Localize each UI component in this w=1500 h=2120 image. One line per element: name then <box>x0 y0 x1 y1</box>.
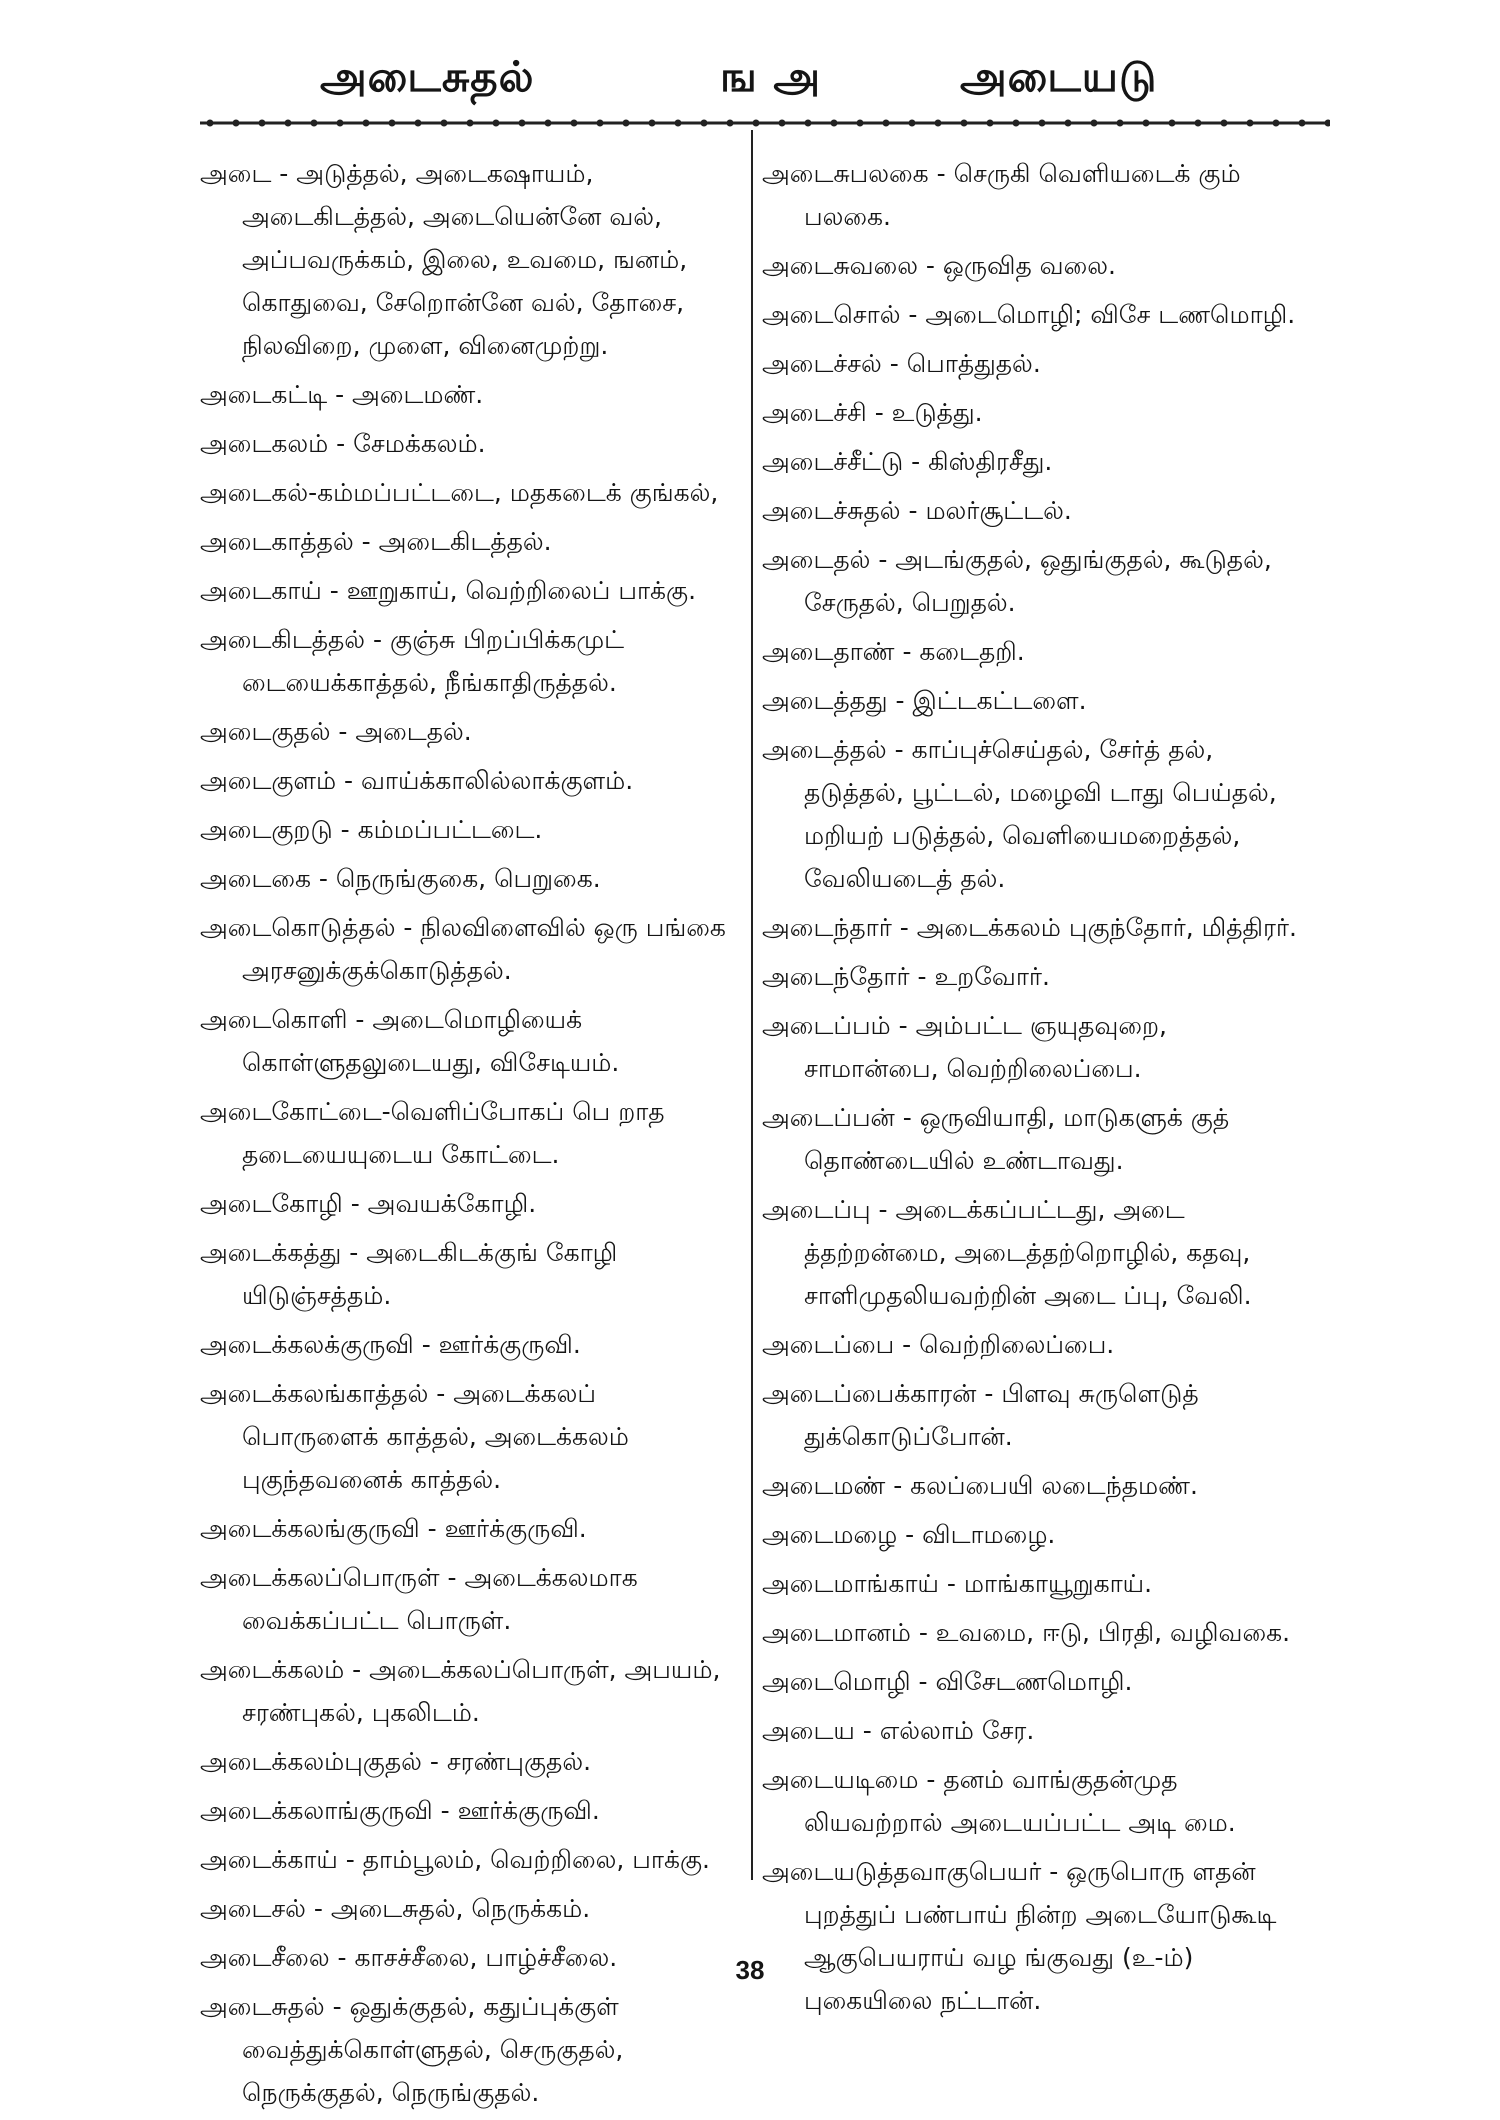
dictionary-entry: அடைக்கலம்புகுதல் - சரண்புகுதல். <box>200 1747 592 1776</box>
dictionary-entry: அடைத்தல் - காப்புச்செய்தல், சேர்த் தல், தடுத்தல், பூட்டல், மழைவி டாது பெய்தல், மறியற் படுத்தல், வெளியைமறைத்தல், வேலியடைத் தல். <box>762 735 1277 893</box>
dictionary-entry: அடைசுபலகை - செருகி வெளியடைக் கும் பலகை. <box>762 159 1241 231</box>
dictionary-entry: அடைப்பம் - அம்பட்ட ஞயுதவுறை, சாமான்பை, வெற்றிலைப்பை. <box>762 1011 1167 1083</box>
dictionary-entry: அடைகுறடு - கம்மப்பட்டடை. <box>200 815 543 844</box>
dictionary-entry: அடைகொடுத்தல் - நிலவிளைவில் ஒரு பங்கை அரசனுக்குக்கொடுத்தல். <box>200 913 726 985</box>
dictionary-entry: அடைக்கலங்குருவி - ஊர்க்குருவி. <box>200 1514 587 1543</box>
dictionary-entry: அடைமாங்காய் - மாங்காயூறுகாய். <box>762 1569 1153 1598</box>
dictionary-entry: அடைதாண் - கடைதறி. <box>762 637 1025 666</box>
dictionary-entry: அடைகோழி - அவயக்கோழி. <box>200 1189 537 1218</box>
header-last-word: அடையடு <box>960 52 1158 101</box>
dictionary-entry: அடைச்சீட்டு - கிஸ்திரசீது. <box>762 447 1053 476</box>
dictionary-entry: அடைகோட்டை-வெளிப்போகப் பெ றாத தடையையுடைய கோட்டை. <box>200 1097 665 1169</box>
dictionary-entry: அடைகலம் - சேமக்கலம். <box>200 429 486 458</box>
dictionary-entry: அடைக்கத்து - அடைகிடக்குங் கோழி யிடுஞ்சத்தம். <box>200 1238 618 1310</box>
dictionary-entry: அடையடிமை - தனம் வாங்குதன்முத லியவற்றால் அடையப்பட்ட அடி மை. <box>762 1765 1236 1837</box>
header-section-mark: ங அ <box>720 52 822 101</box>
dictionary-entry: அடைசுவலை - ஒருவித வலை. <box>762 251 1116 280</box>
dictionary-entry: அடைதல் - அடங்குதல், ஒதுங்குதல், கூடுதல், சேருதல், பெறுதல். <box>762 545 1272 617</box>
dictionary-entry: அடைகாத்தல் - அடைகிடத்தல். <box>200 527 552 556</box>
dictionary-entry: அடைக்காய் - தாம்பூலம், வெற்றிலை, பாக்கு. <box>200 1845 710 1874</box>
dictionary-entry: அடைச்சல் - பொத்துதல். <box>762 349 1041 378</box>
dictionary-entry: அடைகல்-கம்மப்பட்டடை, மதகடைக் குங்கல், <box>200 478 719 507</box>
dictionary-entry: அடைகாய் - ஊறுகாய், வெற்றிலைப் பாக்கு. <box>200 576 697 605</box>
dictionary-entry: அடைசொல் - அடைமொழி; விசே டணமொழி. <box>762 300 1296 329</box>
dictionary-entry: அடைந்தோர் - உறவோர். <box>762 962 1050 991</box>
dictionary-entry: அடைகை - நெருங்குகை, பெறுகை. <box>200 864 601 893</box>
dictionary-entry: அடைப்பு - அடைக்கப்பட்டது, அடை த்தற்றன்மை, அடைத்தற்றொழில், கதவு, சாளிமுதலியவற்றின் அடை ப்பு, வேலி. <box>762 1195 1252 1310</box>
dictionary-entry: அடைகொளி - அடைமொழியைக் கொள்ளுதலுடையது, விசேடியம். <box>200 1005 620 1077</box>
dictionary-entry: அடைசுதல் - ஒதுக்குதல், கதுப்புக்குள் வைத்துக்கொள்ளுதல், செருகுதல், நெருக்குதல், நெருங்குதல். <box>200 1992 624 2107</box>
dictionary-entry: அடையடுத்தவாகுபெயர் - ஒருபொரு ளதன் புறத்துப் பண்பாய் நின்ற அடையோடுகூடி ஆகுபெயராய் வழ ங்குவது (உ-ம்) புகையிலை நட்டான். <box>762 1857 1277 2015</box>
header-rule <box>200 118 1330 128</box>
header-first-word: அடைசுதல் <box>320 52 535 101</box>
dictionary-entry: அடைக்கலப்பொருள் - அடைக்கலமாக வைக்கப்பட்ட பொருள். <box>200 1563 638 1635</box>
dictionary-entry: அடை - அடுத்தல், அடைகஷாயம், அடைகிடத்தல், அடையென்னே வல், அப்பவருக்கம், இலை, உவமை, ஙனம், கொதுவை, சேறொன்னே வல், தோசை, நிலவிறை, முளை, வினைமுற்று. <box>200 159 688 360</box>
dictionary-entry: அடைக்கலங்காத்தல் - அடைக்கலப் பொருளைக் காத்தல், அடைக்கலம் புகுந்தவனைக் காத்தல். <box>200 1379 629 1494</box>
dictionary-entry: அடைத்தது - இட்டகட்டளை. <box>762 686 1087 715</box>
page-number: 38 <box>735 1955 765 1985</box>
dictionary-entry: அடைசல் - அடைசுதல், நெருக்கம். <box>200 1894 591 1923</box>
dictionary-entry: அடைகுதல் - அடைதல். <box>200 717 472 746</box>
dictionary-entry: அடைக்கலாங்குருவி - ஊர்க்குருவி. <box>200 1796 600 1825</box>
dictionary-entry: அடைமழை - விடாமழை. <box>762 1520 1056 1549</box>
dictionary-entry: அடைச்சி - உடுத்து. <box>762 398 983 427</box>
dictionary-entry: அடைச்சுதல் - மலர்சூட்டல். <box>762 496 1072 525</box>
column-divider <box>751 130 753 1880</box>
right-column <box>762 152 1302 2028</box>
dictionary-entry: அடைய - எல்லாம் சேர. <box>762 1716 1035 1745</box>
dictionary-entry: அடைப்பைக்காரன் - பிளவு சுருளெடுத் துக்கொடுப்போன். <box>762 1379 1199 1451</box>
dictionary-entry: அடைகிடத்தல் - குஞ்சு பிறப்பிக்கமுட் டையைக்காத்தல், நீங்காதிருத்தல். <box>200 625 624 697</box>
dictionary-entry: அடைப்பன் - ஒருவியாதி, மாடுகளுக் குத் தொண்டையில் உண்டாவது. <box>762 1103 1230 1175</box>
dictionary-entry: அடைக்கலம் - அடைக்கலப்பொருள், அபயம், சரண்புகல், புகலிடம். <box>200 1655 721 1727</box>
dictionary-entry: அடைந்தார் - அடைக்கலம் புகுந்தோர், மித்திரர். <box>762 913 1297 942</box>
dictionary-entry: அடைமானம் - உவமை, ஈடு, பிரதி, வழிவகை. <box>762 1618 1291 1647</box>
left-column <box>200 152 740 2120</box>
dictionary-entry: அடைப்பை - வெற்றிலைப்பை. <box>762 1330 1115 1359</box>
dictionary-entry: அடைகுளம் - வாய்க்காலில்லாக்குளம். <box>200 766 634 795</box>
dictionary-entry: அடைக்கலக்குருவி - ஊர்க்குருவி. <box>200 1330 581 1359</box>
dictionary-entry: அடைமண் - கலப்பையி லடைந்தமண். <box>762 1471 1198 1500</box>
dictionary-entry: அடைமொழி - விசேடணமொழி. <box>762 1667 1133 1696</box>
dictionary-entry: அடைகட்டி - அடைமண். <box>200 380 484 409</box>
dictionary-entry: அடைசீலை - காசச்சீலை, பாழ்ச்சீலை. <box>200 1943 618 1972</box>
